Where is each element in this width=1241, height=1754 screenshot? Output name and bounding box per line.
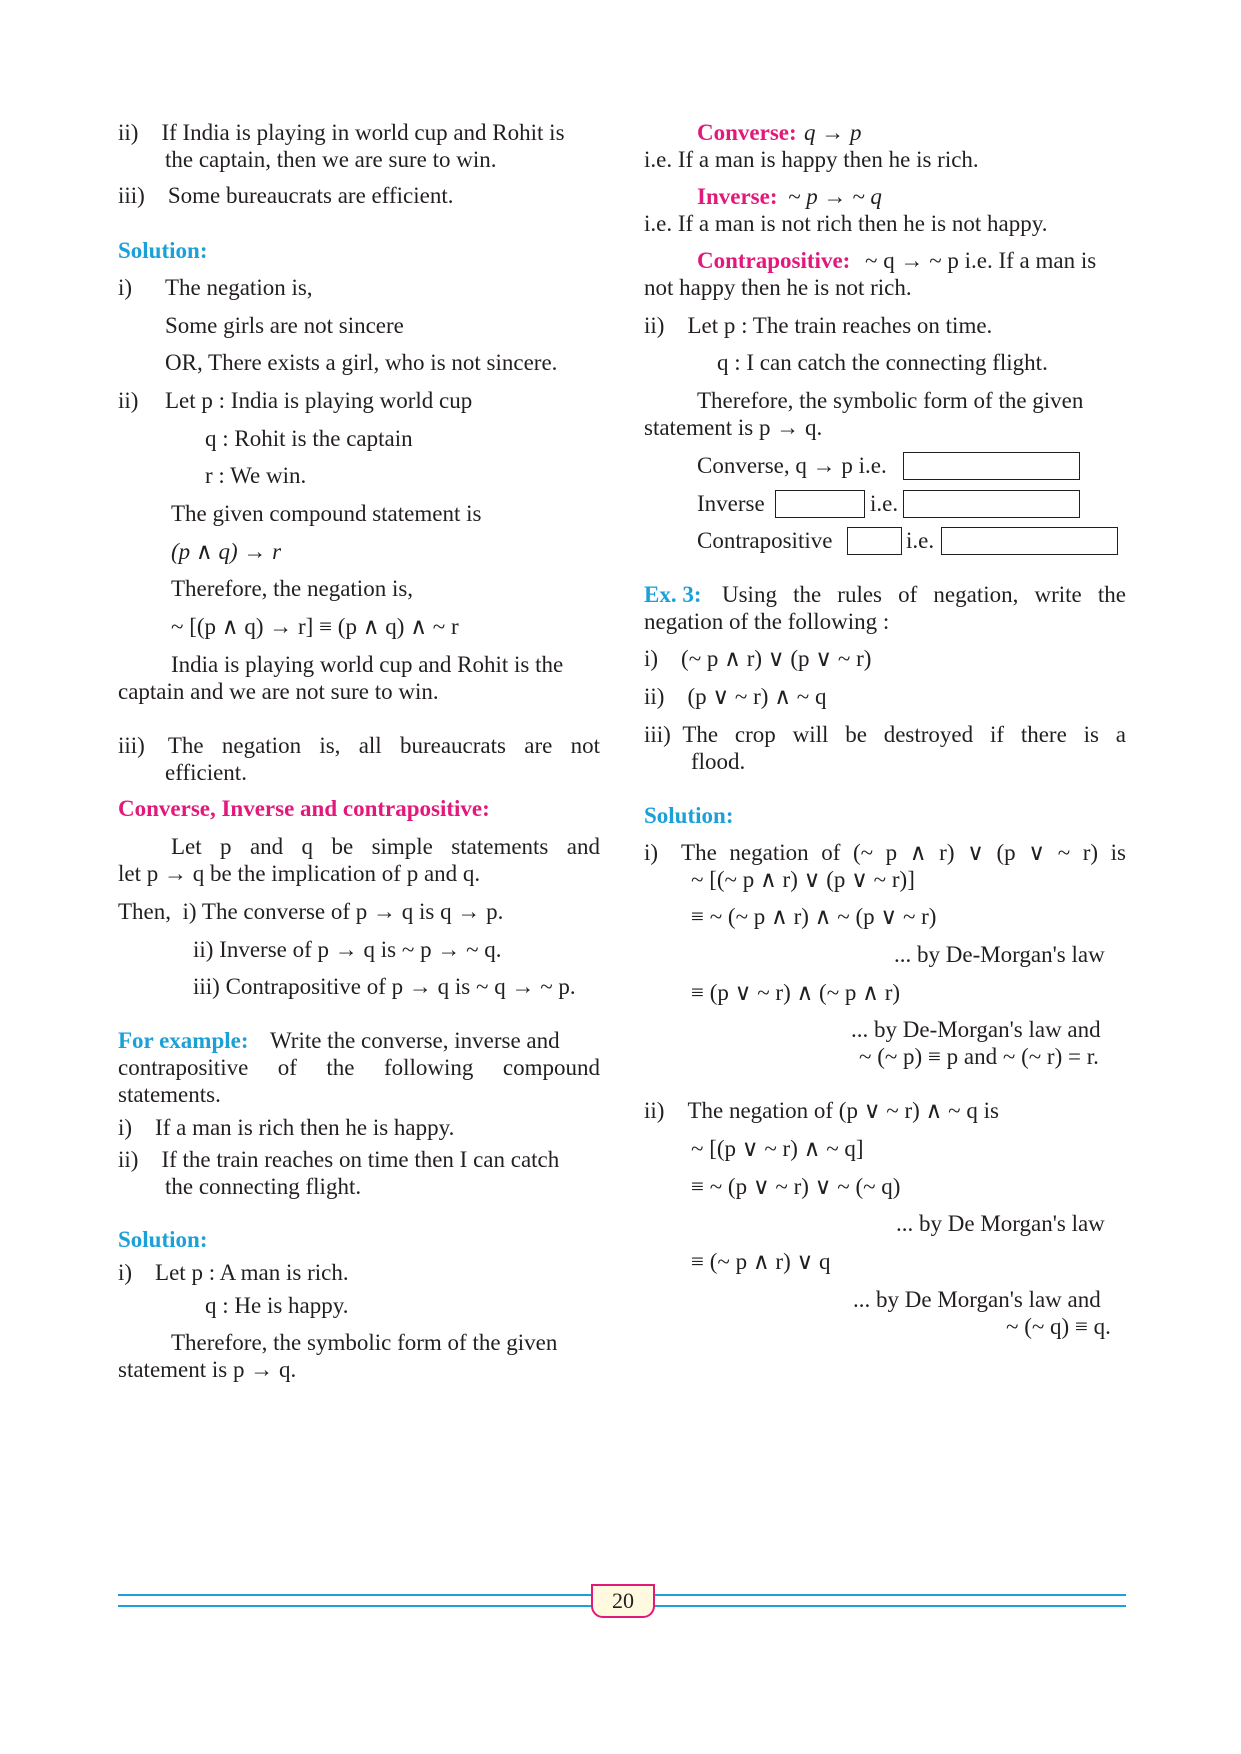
text-line: ii) The negation of (p ∨ ~ r) ∧ ~ q is xyxy=(644,1098,999,1123)
text-line: flood. xyxy=(691,749,746,774)
text-line: let p → q be the implication of p and q. xyxy=(118,861,481,886)
reason-text: ... by De-Morgan's law xyxy=(894,942,1105,967)
contrapositive-label: Contrapositive: xyxy=(697,248,851,273)
solution-heading: Solution: xyxy=(118,1227,208,1252)
text-line: Using the rules of negation, write the xyxy=(722,582,1126,607)
answer-blank-box[interactable] xyxy=(903,490,1080,518)
answer-blank-box[interactable] xyxy=(941,527,1118,555)
text-line: Contrapositive xyxy=(697,528,833,553)
reason-text: ~ (~ p) ≡ p and ~ (~ r) = r. xyxy=(859,1044,1099,1069)
example-label: Ex. 3: xyxy=(644,582,702,607)
text-line: i) The negation of (~ p ∧ r) ∨ (p ∨ ~ r) is xyxy=(644,840,1126,865)
text-line: i) Let p : A man is rich. xyxy=(118,1260,349,1285)
inverse-label: Inverse: xyxy=(697,184,778,209)
reason-text: ... by De Morgan's law and xyxy=(853,1287,1101,1312)
reason-text: ... by De Morgan's law xyxy=(896,1211,1105,1236)
text-line: i.e. xyxy=(870,491,899,516)
solution-heading: Solution: xyxy=(118,238,208,263)
formula: ~ p → ~ q xyxy=(788,184,882,209)
text-line: Therefore, the symbolic form of the given xyxy=(697,388,1084,413)
text-line: not happy then he is not rich. xyxy=(644,275,912,300)
formula: q → p xyxy=(804,120,862,145)
converse-label: Converse: xyxy=(697,120,797,145)
right-column xyxy=(644,0,1126,1754)
text-line: i.e. If a man is happy then he is rich. xyxy=(644,147,979,172)
text-line: Then, i) The converse of p → q is q → p. xyxy=(118,899,504,924)
formula: (p ∧ q) → r xyxy=(171,539,282,564)
answer-blank-box[interactable] xyxy=(903,452,1080,480)
text-line: iii) The crop will be destroyed if there is a xyxy=(644,722,1126,747)
formula: ≡ ~ (~ p ∧ r) ∧ ~ (p ∨ ~ r) xyxy=(691,904,937,929)
item-number: ii) xyxy=(118,388,139,413)
converse-inverse-heading: Converse, Inverse and contrapositive: xyxy=(118,796,490,821)
text-line: i.e. If a man is not rich then he is not happy. xyxy=(644,211,1048,236)
text-line: r : We win. xyxy=(205,463,307,488)
text-line: statement is p → q. xyxy=(644,415,823,440)
page-number: 20 xyxy=(591,1584,655,1618)
text-line: Write the converse, inverse and xyxy=(270,1028,560,1053)
solution-heading: Solution: xyxy=(644,803,734,828)
text-line: Converse, q → p i.e. xyxy=(697,453,887,478)
text-line: iii) Contrapositive of p → q is ~ q → ~ p. xyxy=(193,974,576,999)
text-line: efficient. xyxy=(165,760,247,785)
text-line: i) (~ p ∧ r) ∨ (p ∨ ~ r) xyxy=(644,646,872,671)
answer-blank-box[interactable] xyxy=(847,527,902,555)
text-line: statements. xyxy=(118,1082,221,1107)
text-line: The given compound statement is xyxy=(171,501,482,526)
answer-blank-box[interactable] xyxy=(775,490,865,518)
text-line: ii) If India is playing in world cup and Rohit is xyxy=(118,120,565,145)
text-line: the connecting flight. xyxy=(165,1174,362,1199)
text-line: Let p : India is playing world cup xyxy=(165,388,473,413)
text-line: i.e. xyxy=(906,528,935,553)
text-line: Therefore, the symbolic form of the given xyxy=(171,1330,558,1355)
item-number: i) xyxy=(118,275,133,300)
text-line: India is playing world cup and Rohit is the xyxy=(171,652,564,677)
text-line: statement is p → q. xyxy=(118,1357,297,1382)
text-line: Let p and q be simple statements and xyxy=(171,834,600,859)
text-line: q : Rohit is the captain xyxy=(205,426,413,451)
text-line: ~ q → ~ p i.e. If a man is xyxy=(865,248,1097,273)
formula: ~ [(p ∨ ~ r) ∧ ~ q] xyxy=(691,1136,864,1161)
text-line: Some girls are not sincere xyxy=(165,313,404,338)
text-line: ii) If the train reaches on time then I can catch xyxy=(118,1147,560,1172)
text-line: ii) (p ∨ ~ r) ∧ ~ q xyxy=(644,684,827,709)
reason-text: ~ (~ q) ≡ q. xyxy=(1006,1314,1111,1339)
left-column xyxy=(118,0,600,1754)
formula: ≡ ~ (p ∨ ~ r) ∨ ~ (~ q) xyxy=(691,1174,901,1199)
text-line: i) If a man is rich then he is happy. xyxy=(118,1115,455,1140)
text-line: Therefore, the negation is, xyxy=(171,576,414,601)
text-line: OR, There exists a girl, who is not sincere. xyxy=(165,350,558,375)
text-line: The negation is, xyxy=(165,275,313,300)
formula: ~ [(p ∧ q) → r] ≡ (p ∧ q) ∧ ~ r xyxy=(171,614,459,639)
text-line: contrapositive of the following compound xyxy=(118,1055,600,1080)
text-line: the captain, then we are sure to win. xyxy=(165,147,497,172)
text-line: q : He is happy. xyxy=(205,1293,349,1318)
text-line: captain and we are not sure to win. xyxy=(118,679,439,704)
reason-text: ... by De-Morgan's law and xyxy=(851,1017,1101,1042)
for-example-label: For example: xyxy=(118,1028,249,1053)
formula: ~ [(~ p ∧ r) ∨ (p ∨ ~ r)] xyxy=(691,867,915,892)
formula: ≡ (p ∨ ~ r) ∧ (~ p ∧ r) xyxy=(691,980,901,1005)
text-line: negation of the following : xyxy=(644,609,890,634)
formula: ≡ (~ p ∧ r) ∨ q xyxy=(691,1249,831,1274)
text-line: ii) Let p : The train reaches on time. xyxy=(644,313,993,338)
text-line: iii) The negation is, all bureaucrats are not xyxy=(118,733,600,758)
text-line: iii) Some bureaucrats are efficient. xyxy=(118,183,454,208)
text-line: Inverse xyxy=(697,491,765,516)
text-line: ii) Inverse of p → q is ~ p → ~ q. xyxy=(193,937,502,962)
text-line: q : I can catch the connecting flight. xyxy=(717,350,1048,375)
